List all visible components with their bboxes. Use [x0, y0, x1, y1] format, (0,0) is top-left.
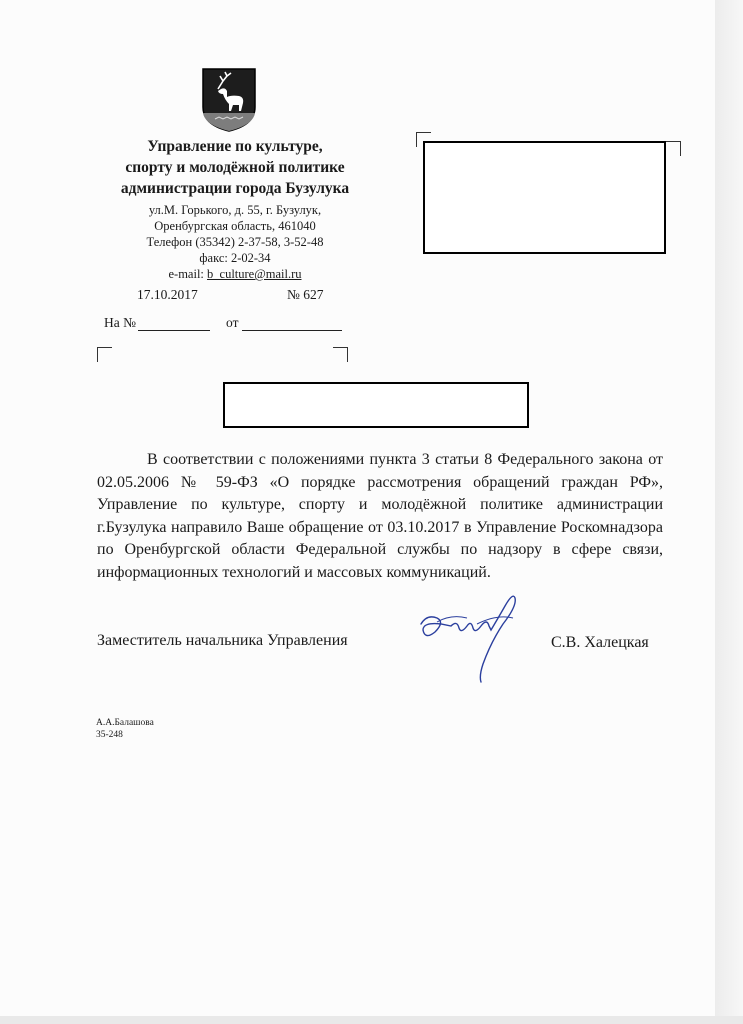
phone-line: Телефон (35342) 2-37-58, 3-52-48 [146, 235, 324, 249]
body-paragraph: В соответствии с положениями пункта 3 статьи 8 Федерального закона от 02.05.2006 № 59-ФЗ «О порядке рассмотрения обращений граждан РФ», Управление по культуре, спорту и молодёжной политике администрации г.Бузулука направило Ваше обращение от 03.10.2017 в Управление Роскомнадзора по Оренбургской области Федеральной службы по надзору в сфере связи, информационных технологий и массовых коммуникаций. [97, 451, 663, 581]
handwritten-signature-icon [417, 584, 527, 684]
redacted-recipient-block [423, 141, 666, 254]
ref-prefix: На № [104, 315, 136, 330]
ref-number-blank [138, 317, 210, 331]
recipient-corner-right [666, 141, 681, 156]
org-line-2: спорту и молодёжной политике [125, 159, 345, 176]
redacted-addressee-block [223, 382, 529, 428]
address-line-2: Оренбургская область, 461040 [154, 219, 316, 233]
org-line-1: Управление по культуре, [147, 138, 323, 155]
executor-block [96, 717, 154, 741]
scan-bottom-edge [0, 1016, 743, 1024]
subject-corner-right [333, 347, 348, 362]
executor-phone: 35-248 [96, 730, 123, 740]
organization-name [90, 136, 380, 199]
letter-number: № 627 [287, 287, 324, 302]
email-line [120, 266, 350, 282]
letter-date: 17.10.2017 [137, 287, 198, 302]
subject-corner-left [97, 347, 112, 362]
contact-block [120, 202, 350, 282]
ref-date-blank [242, 317, 342, 331]
address-line-1: ул.М. Горького, д. 55, г. Бузулук, [148, 203, 322, 217]
email-link[interactable]: b_culture@mail.ru [207, 267, 302, 281]
ref-from-label: от [226, 315, 239, 330]
email-label: e-mail: [168, 267, 208, 281]
scan-edge-shadow [715, 0, 743, 1024]
fax-line: факс: 2-02-34 [199, 251, 271, 265]
executor-name: А.А.Балашова [96, 718, 154, 728]
org-line-3: администрации города Бузулука [120, 180, 350, 197]
signer-title: Заместитель начальника Управления [97, 632, 348, 649]
coat-of-arms-icon [201, 67, 257, 133]
signer-name: С.В. Халецкая [551, 634, 649, 651]
letter-body [97, 449, 663, 585]
reference-line [104, 315, 342, 331]
